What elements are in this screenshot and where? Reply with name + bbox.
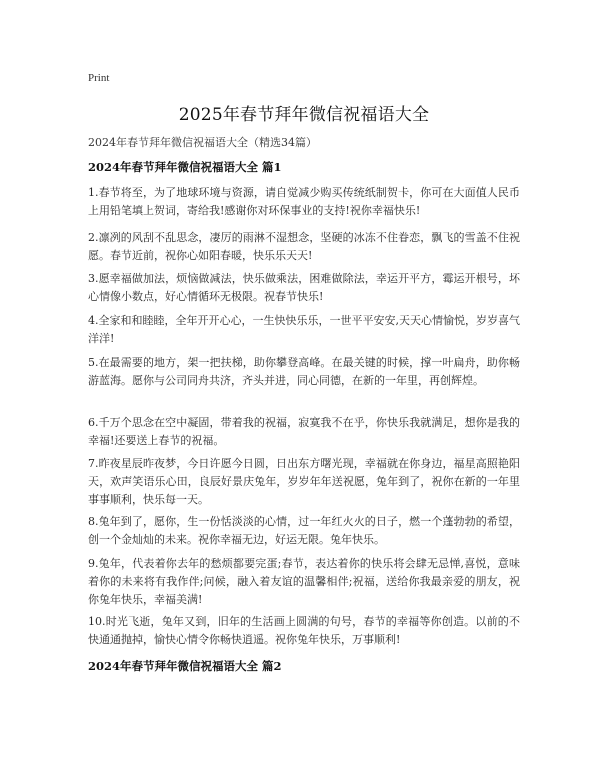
paragraph-1: 1.春节将至，为了地球环境与资源，请自觉减少购买传统纸制贺卡，你可在大面值人民币上用铅笔填上贺词，寄给我!感谢你对环保事业的支持!祝你幸福快乐! <box>88 186 520 217</box>
paragraph-2: 2.凛冽的风刮不乱思念，凄厉的雨淋不湿想念，坚硬的冰冻不住眷恋，飘飞的雪盖不住祝愿。春节近前，祝你心如阳春暖，快乐乐天天! <box>88 231 520 262</box>
page-title: 2025年春节拜年微信祝福语大全 <box>178 105 430 125</box>
paragraph-9: 9.兔年，代表着你去年的愁烦都要完蛋;春节，表达着你的快乐将会肆无忌惮,喜悦，意味着你的未来将有我作伴;问候，融入着友谊的温馨相伴;祝福，送给你我最亲爱的朋友，祝你兔年快乐，幸福美满! <box>88 557 520 606</box>
section-heading-2: 2024年春节拜年微信祝福语大全 篇2 <box>88 659 282 673</box>
paragraph-5: 5.在最需要的地方，架一把扶梯，助你攀登高峰。在最关键的时候，撑一叶扁舟，助你畅游蓝海。愿你与公司同舟共济，齐头并进，同心同德，在新的一年里，再创辉煌。 <box>88 356 520 387</box>
paragraph-4: 4.全家和和睦睦，全年开开心心，一生快快乐乐，一世平平安安,天天心情愉悦，岁岁喜气洋洋! <box>88 314 520 345</box>
document-subtitle: 2024年春节拜年微信祝福语大全（精选34篇） <box>88 136 317 149</box>
print-link[interactable]: Print <box>88 72 110 84</box>
paragraph-3: 3.愿幸福做加法，烦恼做减法，快乐做乘法，困难做除法，幸运开平方，霉运开根号，坏心情像小数点，好心情循环无极限。祝春节快乐! <box>88 272 520 303</box>
section-heading-1: 2024年春节拜年微信祝福语大全 篇1 <box>88 160 282 174</box>
paragraph-6: 6.千万个思念在空中凝固，带着我的祝福，寂寞我不在乎，你快乐我就满足，想你是我的幸福!还要送上春节的祝福。 <box>88 416 520 447</box>
paragraph-8: 8.兔年到了，愿你，生一份恬淡淡的心情，过一年红火火的日子，燃一个蓬勃勃的希望，创一个金灿灿的未来。祝你幸福无边，好运无限。兔年快乐。 <box>88 515 520 546</box>
paragraph-10: 10.时光飞逝，兔年又到，旧年的生活画上圆满的句号，春节的幸福等你创造。以前的不快通通抛掉，愉快心情令你畅快逍遥。祝你兔年快乐，万事顺利! <box>88 615 520 646</box>
paragraph-7: 7.昨夜星辰昨夜梦，今日许愿今日圆，日出东方曙光现，幸福就在你身边，福星高照艳阳天，欢声笑语乐心田，良辰好景庆兔年，岁岁年年送祝愿，兔年到了，祝你在新的一年里事事顺利，快乐每一天。 <box>88 457 520 506</box>
